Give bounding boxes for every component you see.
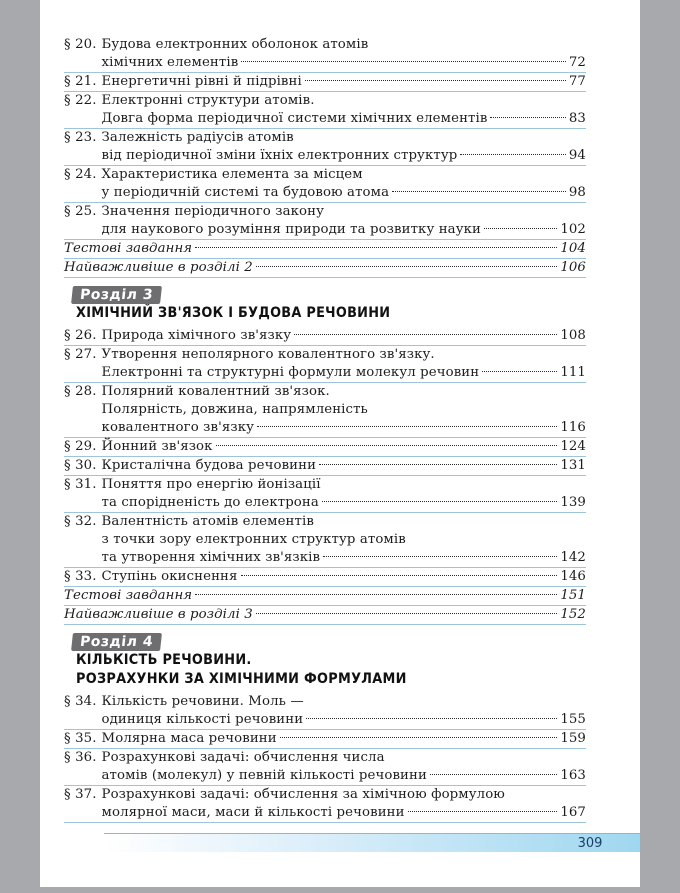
toc-entry[interactable] <box>64 786 586 823</box>
toc-entry-title <box>102 730 586 748</box>
toc-entry[interactable] <box>64 203 586 240</box>
toc-entry[interactable] <box>64 730 586 749</box>
toc-entry-title <box>102 513 586 567</box>
toc-entry-last-line <box>102 457 586 475</box>
leader-dots <box>482 371 557 372</box>
toc-entry-line: та утворення хімічних зв'язків <box>101 550 321 565</box>
toc-entry[interactable] <box>64 606 586 625</box>
toc-entry-line: Молярна маса речовини <box>101 731 277 746</box>
toc-entry-number: § 28. <box>64 384 97 399</box>
toc-entry-line: Тестові завдання <box>64 588 193 603</box>
toc-entry-line: Кристалічна будова речовини <box>101 458 317 473</box>
section-4-header <box>64 625 586 693</box>
toc-entry-last-line <box>102 221 586 239</box>
toc-entry-page: 131 <box>560 458 586 473</box>
toc-entry-number: § 21. <box>64 74 97 89</box>
toc-entry-last-line <box>102 711 586 729</box>
leader-dots <box>241 61 566 62</box>
toc-entry-last-line <box>102 767 586 785</box>
toc-entry-line: Будова електронних оболонок атомів <box>101 37 369 52</box>
toc-entry-line: Йонний зв'язок <box>101 439 213 454</box>
section-4-badge: Розділ 4 <box>71 633 162 651</box>
toc-entry-title <box>64 587 586 605</box>
toc-entry-last-line <box>102 184 586 202</box>
toc-entry[interactable] <box>64 587 586 606</box>
toc-entry-line: Поняття про енергію йонізації <box>101 477 321 492</box>
toc-entry-number: § 31. <box>64 477 97 492</box>
toc-entry-number: § 23. <box>64 130 97 145</box>
toc-entry-line: Найважливіше в розділі 2 <box>64 260 253 275</box>
toc-entry-page: 98 <box>568 185 586 200</box>
toc-entry-number: § 27. <box>64 347 97 362</box>
toc-entry-last-line <box>102 804 586 822</box>
toc-entry-line: молярної маси, маси й кількості речовини <box>101 805 405 820</box>
toc-entry-last-line <box>102 730 586 748</box>
toc-entry-line: Електронні структури атомів. <box>101 93 315 108</box>
toc-entry[interactable] <box>64 36 586 73</box>
leader-dots <box>195 247 557 248</box>
toc-entry-title <box>102 457 586 475</box>
toc-entry-title <box>64 259 586 277</box>
toc-entry-title <box>102 476 586 512</box>
toc-entry-page: 116 <box>560 420 586 435</box>
toc-entry-title <box>102 166 586 202</box>
leader-dots <box>305 80 566 81</box>
toc-entry-number: § 24. <box>64 167 97 182</box>
toc-entry-line: у періодичній системі та будовою атома <box>101 185 390 200</box>
toc-entry-number: § 33. <box>64 569 97 584</box>
toc-entry-line: Природа хімічного зв'язку <box>101 328 292 343</box>
leader-dots <box>216 445 558 446</box>
toc-entry-line: ковалентного зв'язку <box>101 420 255 435</box>
toc-entry-line: Значення періодичного закону <box>101 204 324 219</box>
toc-entry-page: 94 <box>568 148 586 163</box>
toc-entry-line: Тестові завдання <box>64 241 193 256</box>
toc-entry-title <box>102 383 586 437</box>
leader-dots <box>323 556 557 557</box>
toc-entry-title <box>102 73 586 91</box>
toc-entry-last-line <box>64 606 586 624</box>
toc-entry-line: Енергетичні рівні й підрівні <box>101 74 302 89</box>
toc-entry-page: 111 <box>560 365 586 380</box>
toc-entry-line: одиниця кількості речовини <box>101 712 304 727</box>
toc-entry-line: Валентність атомів елементів <box>101 514 314 529</box>
toc-entry-last-line <box>102 73 586 91</box>
leader-dots <box>306 718 557 719</box>
leader-dots <box>408 811 558 812</box>
leader-dots <box>392 191 566 192</box>
leader-dots <box>195 594 557 595</box>
section-3-title: ХІМІЧНИЙ ЗВ'ЯЗОК І БУДОВА РЕЧОВИНИ <box>76 305 391 321</box>
toc-entry-number: § 22. <box>64 93 97 108</box>
toc-entry-page: 106 <box>560 260 586 275</box>
toc-entry-line: Залежність радіусів атомів <box>101 130 294 145</box>
toc-entry-line: Полярний ковалентний зв'язок. <box>101 384 330 399</box>
toc-entry-line: атомів (молекул) у певній кількості речовини <box>101 768 427 783</box>
toc-entry-last-line <box>102 54 586 72</box>
toc-entry[interactable] <box>64 513 586 568</box>
toc-entry-number: § 29. <box>64 439 97 454</box>
toc-entry[interactable] <box>64 346 586 383</box>
toc-entry-page: 146 <box>560 569 586 584</box>
toc-part-1 <box>64 36 586 278</box>
toc-entry-number: § 30. <box>64 458 97 473</box>
toc-entry[interactable] <box>64 259 586 278</box>
toc-entry[interactable] <box>64 438 586 457</box>
toc-entry-number: § 25. <box>64 204 97 219</box>
toc-entry-number: § 37. <box>64 787 97 802</box>
leader-dots <box>460 154 565 155</box>
toc-entry[interactable] <box>64 327 586 346</box>
toc-entry-last-line <box>102 147 586 165</box>
toc-entry-line: Довга форма періодичної системи хімічних елементів <box>101 111 488 126</box>
toc-entry-page: 102 <box>560 222 586 237</box>
toc-entry-title <box>102 786 586 822</box>
toc-entry-page: 155 <box>560 712 586 727</box>
toc-entry-title <box>102 327 586 345</box>
toc-entry-page: 152 <box>560 607 586 622</box>
section-3-badge: Розділ 3 <box>71 286 162 304</box>
section-4-title-line-1: КІЛЬКІСТЬ РЕЧОВИНИ. <box>76 652 252 668</box>
toc-entry-title <box>102 693 586 729</box>
toc-entry[interactable] <box>64 166 586 203</box>
toc-entry-number: § 34. <box>64 694 97 709</box>
leader-dots <box>430 774 557 775</box>
table-of-contents <box>64 36 586 823</box>
toc-entry[interactable] <box>64 383 586 438</box>
toc-entry-title <box>102 92 586 128</box>
toc-entry-title <box>64 240 586 258</box>
toc-entry[interactable] <box>64 568 586 587</box>
toc-entry-number: § 35. <box>64 731 97 746</box>
section-3-header <box>64 278 586 327</box>
toc-entry-page: 72 <box>568 55 586 70</box>
page-number: 309 <box>577 836 603 851</box>
leader-dots <box>257 426 557 427</box>
leader-dots <box>319 464 557 465</box>
toc-part-3 <box>64 693 586 823</box>
toc-entry-last-line <box>64 259 586 277</box>
leader-dots <box>484 228 557 229</box>
toc-entry-title <box>102 438 586 456</box>
toc-entry-number: § 26. <box>64 328 97 343</box>
toc-entry-line: Кількість речовини. Моль — <box>101 694 304 709</box>
toc-entry-line: Утворення неполярного ковалентного зв'язку. <box>101 347 435 362</box>
toc-entry[interactable] <box>64 476 586 513</box>
leader-dots <box>280 737 558 738</box>
toc-entry-last-line <box>102 364 586 382</box>
toc-entry-title <box>64 606 586 624</box>
leader-dots <box>256 613 558 614</box>
toc-entry-line: Полярність, довжина, напрямленість <box>101 402 368 417</box>
toc-entry-line: з точки зору електронних структур атомів <box>101 532 406 547</box>
toc-entry[interactable] <box>64 693 586 730</box>
toc-entry-title <box>102 203 586 239</box>
toc-entry-last-line <box>102 327 586 345</box>
toc-entry-line: Ступінь окиснення <box>101 569 238 584</box>
toc-entry-last-line <box>102 549 586 567</box>
toc-entry-title <box>102 346 586 382</box>
toc-entry-page: 151 <box>560 588 586 603</box>
toc-entry-number: § 36. <box>64 750 97 765</box>
toc-part-2 <box>64 327 586 625</box>
toc-entry-page: 124 <box>560 439 586 454</box>
toc-entry-last-line <box>64 587 586 605</box>
toc-entry-page: 104 <box>560 241 586 256</box>
toc-entry-line: хімічних елементів <box>101 55 239 70</box>
toc-entry-title <box>102 36 586 72</box>
leader-dots <box>294 334 557 335</box>
toc-entry-number: § 32. <box>64 514 97 529</box>
leader-dots <box>241 575 558 576</box>
toc-entry-line: Електронні та структурні формули молекул речовин <box>101 365 480 380</box>
toc-entry-line: Розрахункові задачі: обчислення числа <box>101 750 385 765</box>
toc-entry-title <box>102 129 586 165</box>
toc-entry[interactable] <box>64 129 586 166</box>
toc-entry-line: для наукового розуміння природи та розвитку науки <box>101 222 481 237</box>
toc-entry-page: 139 <box>560 495 586 510</box>
leader-dots <box>490 117 565 118</box>
toc-entry-line: та спорідненість до електрона <box>101 495 319 510</box>
toc-entry-line: Розрахункові задачі: обчислення за хімічною формулою <box>101 787 505 802</box>
toc-entry-title <box>102 749 586 785</box>
toc-entry-line: Характеристика елемента за місцем <box>101 167 363 182</box>
leader-dots <box>256 266 558 267</box>
toc-entry-line: від періодичної зміни їхніх електронних структур <box>101 148 458 163</box>
toc-entry-page: 108 <box>560 328 586 343</box>
toc-entry-page: 159 <box>560 731 586 746</box>
toc-entry[interactable] <box>64 73 586 92</box>
toc-entry-last-line <box>64 240 586 258</box>
toc-entry-last-line <box>102 419 586 437</box>
toc-entry-line: Найважливіше в розділі 3 <box>64 607 253 622</box>
toc-entry-last-line <box>102 568 586 586</box>
toc-entry-page: 142 <box>560 550 586 565</box>
toc-entry-last-line <box>102 438 586 456</box>
toc-entry-last-line <box>102 110 586 128</box>
toc-entry-page: 163 <box>560 768 586 783</box>
toc-entry-page: 167 <box>560 805 586 820</box>
toc-entry-title <box>102 568 586 586</box>
toc-entry[interactable] <box>64 92 586 129</box>
leader-dots <box>322 501 557 502</box>
toc-entry[interactable] <box>64 240 586 259</box>
toc-entry-last-line <box>102 494 586 512</box>
toc-entry-page: 83 <box>568 111 586 126</box>
toc-entry[interactable] <box>64 457 586 476</box>
toc-entry[interactable] <box>64 749 586 786</box>
toc-entry-page: 77 <box>568 74 586 89</box>
toc-entry-number: § 20. <box>64 37 97 52</box>
section-4-title-line-2: РОЗРАХУНКИ ЗА ХІМІЧНИМИ ФОРМУЛАМИ <box>76 671 407 687</box>
